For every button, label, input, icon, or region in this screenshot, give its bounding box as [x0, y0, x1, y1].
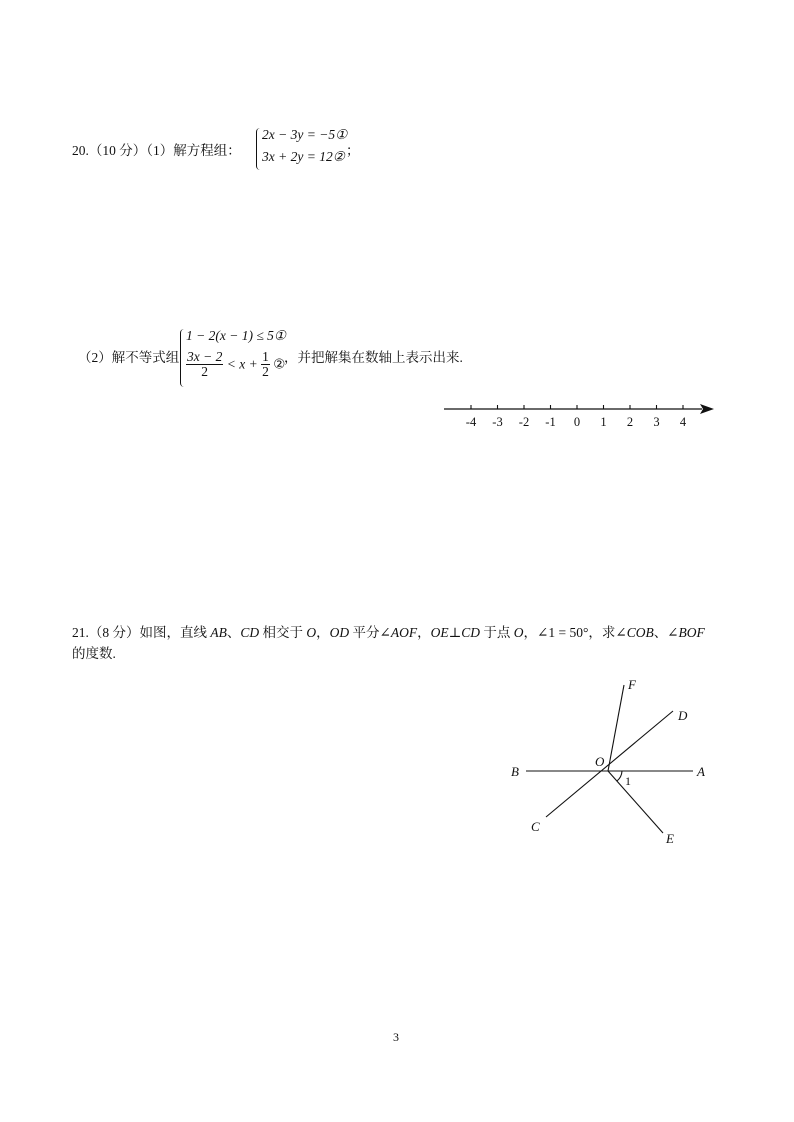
equation-2: 3x + 2y = 12② — [262, 149, 345, 164]
q21-line1: 21.（8 分）如图，直线 AB、CD 相交于 O，OD 平分∠AOF，OE⊥CD 于点 O，∠1 = 50°，求∠COB、∠BOF — [72, 625, 705, 640]
number-line-arrow-icon — [700, 404, 714, 414]
label-b: B — [511, 764, 519, 779]
system-brace — [256, 128, 261, 170]
fraction-left: $\frac{3x - 2}{2}$ — [187, 349, 223, 379]
ray-oe — [608, 771, 663, 833]
q20-heading: 20.（10 分）（1）解方程组： — [72, 143, 241, 158]
number-line-tick-label: 1 — [600, 415, 607, 429]
label-c: C — [531, 819, 540, 834]
inequality-brace — [180, 329, 185, 387]
label-a: A — [697, 764, 705, 779]
q20-tail: ； — [346, 143, 360, 158]
number-line-tick-label: -1 — [545, 415, 556, 429]
label-f: F — [628, 677, 636, 692]
number-line-tick-label: -2 — [518, 415, 530, 429]
angle-1-arc — [617, 771, 622, 781]
label-e: E — [666, 831, 674, 846]
q20-part2-tail: ，并把解集在数轴上表示出来. — [284, 350, 463, 365]
q21-line2: 的度数. — [72, 646, 116, 661]
number-line — [440, 396, 720, 436]
equation-1: 2x − 3y = −5① — [262, 127, 348, 142]
number-line-tick-label: -3 — [492, 415, 503, 429]
label-d: D — [678, 708, 688, 723]
number-line-tick-label: 3 — [653, 415, 660, 429]
label-angle-1: 1 — [625, 774, 631, 788]
number-line-tick-label: 0 — [573, 415, 581, 429]
number-line-tick-label: -4 — [465, 415, 477, 429]
fraction-half: $\frac{1}{2}$ — [262, 349, 269, 379]
label-o: O — [595, 754, 605, 769]
page-number: 3 — [393, 1030, 399, 1044]
q20-part2-label: （2）解不等式组 — [78, 350, 180, 365]
inequality-2: $\frac{3x - 2}{2}$ < x + $\frac{1}{2}$ ② — [187, 349, 286, 379]
number-line-tick-label: 4 — [679, 415, 687, 429]
number-line-tick-label: 2 — [626, 415, 634, 429]
geometry-figure — [500, 670, 720, 855]
inequality-1: 1 − 2(x − 1) ≤ 5① — [186, 328, 286, 343]
